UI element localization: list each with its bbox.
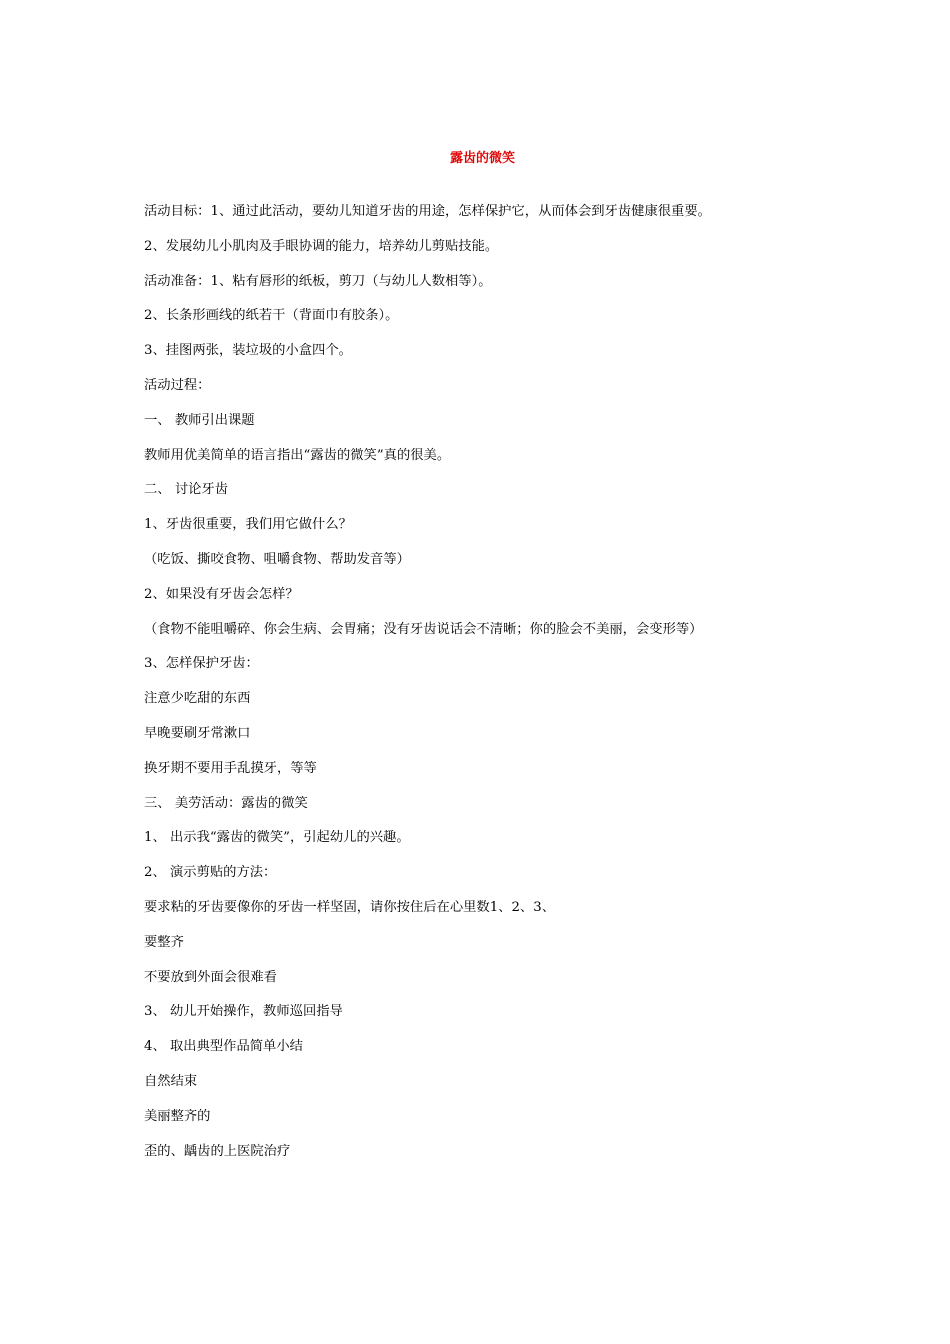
paragraph-question-3: 3、怎样保护牙齿：	[144, 656, 259, 672]
paragraph-process-heading: 活动过程：	[144, 377, 211, 393]
paragraph-section-1-text: 教师用优美简单的语言指出“露齿的微笑”真的很美。	[144, 447, 451, 463]
paragraph-prep-1: 活动准备：1、粘有唇形的纸板，剪刀（与幼儿人数相等）。	[144, 273, 492, 289]
document-body	[144, 202, 824, 1176]
paragraph-section-1: 一、 教师引出课题	[144, 412, 255, 428]
paragraph-tip-2: 早晚要刷牙常漱口	[144, 725, 251, 741]
paragraph-step-4: 4、 取出典型作品简单小结	[144, 1039, 303, 1055]
paragraph-question-1: 1、牙齿很重要，我们用它做什么？	[144, 517, 352, 533]
paragraph-goal-2: 2、发展幼儿小肌肉及手眼协调的能力，培养幼儿剪贴技能。	[144, 238, 499, 254]
paragraph-section-2: 二、 讨论牙齿	[144, 482, 229, 498]
paragraph-question-2: 2、如果没有牙齿会怎样？	[144, 586, 299, 602]
paragraph-requirement-3: 不要放到外面会很难看	[144, 969, 277, 985]
paragraph-requirement-1: 要求粘的牙齿要像你的牙齿一样坚固，请你按住后在心里数1、2、3、	[144, 899, 555, 915]
paragraph-ending-note-1: 美丽整齐的	[144, 1108, 211, 1124]
paragraph-answer-2: （食物不能咀嚼碎、你会生病、会胃痛；没有牙齿说话会不清晰；你的脸会不美丽，会变形等）	[144, 621, 703, 637]
paragraph-tip-3: 换牙期不要用手乱摸牙，等等	[144, 760, 317, 776]
paragraph-step-2: 2、 演示剪贴的方法：	[144, 865, 277, 881]
paragraph-section-3: 三、 美劳活动：露齿的微笑	[144, 795, 308, 811]
paragraph-ending: 自然结束	[144, 1073, 198, 1089]
paragraph-prep-2: 2、长条形画线的纸若干（背面巾有胶条）。	[144, 308, 399, 324]
paragraph-requirement-2: 要整齐	[144, 934, 184, 950]
document-title: 露齿的微笑	[449, 151, 515, 166]
paragraph-tip-1: 注意少吃甜的东西	[144, 691, 251, 707]
paragraph-ending-note-2: 歪的、龋齿的上医院治疗	[144, 1143, 291, 1159]
paragraph-step-1: 1、 出示我“露齿的微笑”，引起幼儿的兴趣。	[144, 830, 410, 846]
paragraph-prep-3: 3、挂图两张，装垃圾的小盒四个。	[144, 343, 352, 359]
paragraph-step-3: 3、 幼儿开始操作，教师巡回指导	[144, 1004, 343, 1020]
paragraph-answer-1: （吃饭、撕咬食物、咀嚼食物、帮助发音等）	[144, 551, 410, 567]
paragraph-goal-1: 活动目标：1、通过此活动，要幼儿知道牙齿的用途，怎样保护它，从而体会到牙齿健康很重要。	[144, 204, 711, 219]
